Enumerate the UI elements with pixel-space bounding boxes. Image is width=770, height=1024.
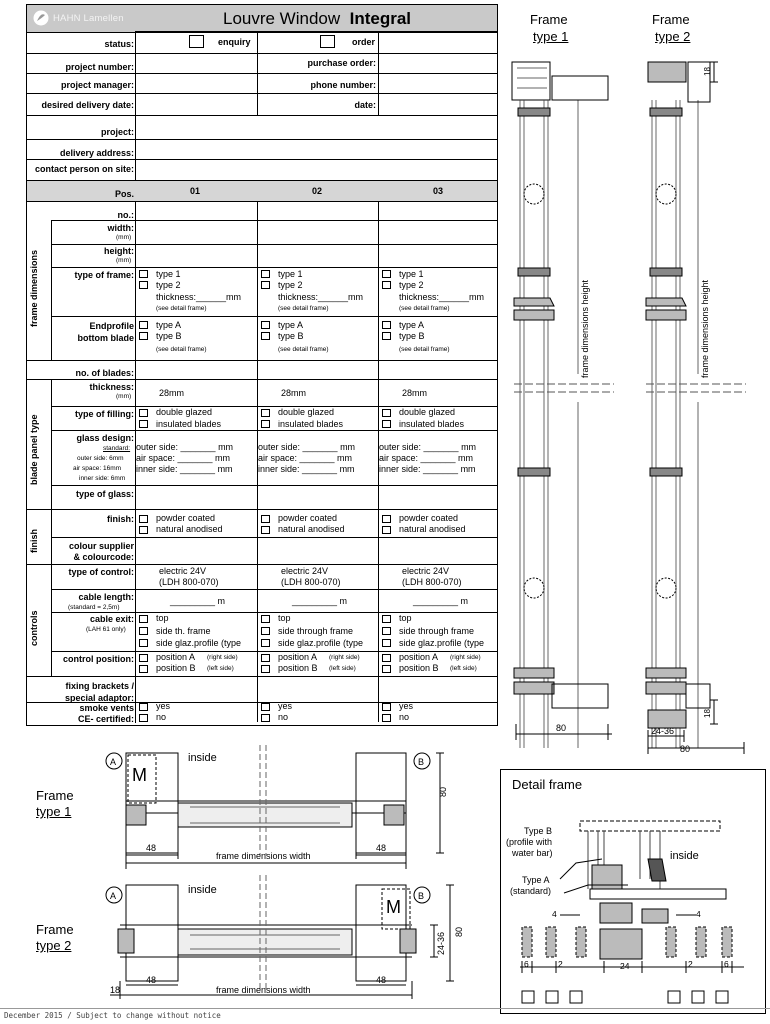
- bottom-frame1-title-b: type 1: [36, 804, 72, 819]
- col3-smoke-yes-checkbox[interactable]: [382, 703, 391, 711]
- col3-no-blades-field[interactable]: [379, 361, 497, 378]
- col2-position-b-label: position B: [278, 663, 318, 673]
- type-of-filling-label: type of filling:: [75, 409, 134, 419]
- detail-dim-6-right: 6: [724, 959, 729, 969]
- col3-endprofile-b-label: type B: [399, 331, 425, 341]
- detail-frame-title: Detail frame: [512, 777, 583, 792]
- detail-dim-2-right: 2: [688, 959, 693, 969]
- col3-smoke-no-label: no: [399, 712, 410, 722]
- col2-frame-type2-checkbox[interactable]: [261, 281, 270, 289]
- detail-dim-24: 24: [620, 961, 630, 971]
- col1-frame-see-detail: (see detail frame): [156, 305, 207, 312]
- col3-cable-top-checkbox[interactable]: [382, 615, 391, 623]
- grid-line: [27, 564, 497, 565]
- col1-endprofile-a-label: type A: [156, 320, 182, 330]
- colour-supplier-label: colour supplier: [68, 541, 134, 551]
- ce-certified-label: CE- certified:: [77, 714, 134, 724]
- col1-endprofile-a-checkbox[interactable]: [139, 321, 148, 329]
- order-checkbox[interactable]: [320, 35, 335, 48]
- motor-m-type2: M: [386, 897, 401, 917]
- col2-endprofile-a-checkbox[interactable]: [261, 321, 270, 329]
- col2-smoke-yes-checkbox[interactable]: [261, 703, 270, 711]
- col2-control-ldh: (LDH 800-070): [281, 577, 341, 587]
- frame2-2436: 24-36: [651, 726, 675, 736]
- col2-powder-coated-label: powder coated: [278, 513, 338, 523]
- contact-person-field[interactable]: [136, 160, 497, 178]
- col1-double-glazed-label: double glazed: [156, 407, 213, 417]
- bottom-frame2-title-a: Frame: [36, 922, 74, 937]
- col2-endprofile-b-label: type B: [278, 331, 304, 341]
- blade-panel-section: blade panel type: [29, 414, 39, 485]
- col1-frame-type2-checkbox[interactable]: [139, 281, 148, 289]
- col1-smoke-no-checkbox[interactable]: [139, 714, 148, 722]
- col2-outer-side-field[interactable]: outer side: _______ mm: [258, 442, 356, 452]
- detail-frame-drawing: [500, 769, 766, 1014]
- col2-cable-side-frame-label: side through frame: [278, 626, 354, 636]
- col3-smoke-yes-label: yes: [399, 701, 414, 711]
- brand-logo: [27, 5, 138, 33]
- col3-powder-coated-label: powder coated: [399, 513, 459, 523]
- pos-label: Pos.: [114, 189, 134, 199]
- fdh-label-1: frame dimensions height: [580, 279, 590, 378]
- finish-section: finish: [29, 529, 39, 553]
- date-field[interactable]: [378, 94, 497, 114]
- col1-inner-side-field[interactable]: inner side: _______ mm: [136, 464, 233, 474]
- frame2-title-a: Frame: [652, 12, 690, 27]
- col1-endprofile-b-checkbox[interactable]: [139, 332, 148, 340]
- dim-80-type2: 80: [454, 926, 464, 937]
- bottom-frame1-title-a: Frame: [36, 788, 74, 803]
- col2-frame-type1-label: type 1: [278, 269, 303, 279]
- dim-18-type2: 18: [110, 985, 121, 995]
- leaf-logo-icon: [33, 10, 49, 26]
- col3-frame-type2-label: type 2: [399, 280, 424, 290]
- page-title: Louvre Window Integral: [137, 5, 497, 33]
- col1-cable-length-field[interactable]: _________ m: [170, 596, 226, 606]
- col3-fixing-brackets-field[interactable]: [379, 677, 497, 701]
- col2-cable-length-field[interactable]: _________ m: [292, 596, 348, 606]
- no-label: no.:: [117, 210, 134, 220]
- horizontal-section-drawing: [100, 745, 480, 1000]
- col2-cable-top-label: top: [278, 613, 291, 623]
- col1-position-b-side: (left side): [207, 665, 234, 672]
- delivery-address-label: delivery address:: [59, 148, 134, 158]
- col-01-header: 01: [190, 186, 201, 196]
- grid-line: [27, 115, 497, 116]
- col1-position-a-side: (right side): [207, 654, 238, 661]
- col3-height-field[interactable]: [379, 245, 497, 266]
- fixing-brackets-label: fixing brackets /: [65, 681, 134, 691]
- grid-line: [136, 31, 497, 32]
- col1-cable-side-glaz-label: side glaz.profile (type: [156, 638, 242, 648]
- col3-double-glazed-checkbox[interactable]: [382, 409, 391, 417]
- col3-air-space-field[interactable]: air space: _______ mm: [379, 453, 474, 463]
- thickness-unit: (mm): [116, 393, 132, 400]
- col3-colour-code-field[interactable]: [379, 538, 497, 563]
- col1-endprofile-b-label: type B: [156, 331, 182, 341]
- frame2-top-18: 18: [703, 67, 712, 76]
- col1-cable-side-frame-label: side th. frame: [156, 626, 211, 636]
- project-label: project:: [100, 127, 134, 137]
- col1-powder-coated-label: powder coated: [156, 513, 216, 523]
- order-label: order: [352, 37, 376, 47]
- col2-cable-side-glaz-label: side glaz.profile (type: [278, 638, 364, 648]
- grid-line: [27, 201, 497, 202]
- no-of-blades-label: no. of blades:: [75, 368, 134, 378]
- dim-48-right-2: 48: [376, 975, 387, 985]
- enquiry-checkbox[interactable]: [189, 35, 204, 48]
- col1-type-of-glass-field[interactable]: [136, 486, 254, 508]
- col2-endprofile-a-label: type A: [278, 320, 304, 330]
- project-number-field[interactable]: [136, 54, 256, 72]
- col1-double-glazed-checkbox[interactable]: [139, 409, 148, 417]
- point-b-type1: B: [418, 757, 425, 767]
- grid-line: [51, 430, 497, 431]
- col1-fixing-brackets-field[interactable]: [136, 677, 254, 701]
- project-field[interactable]: [136, 118, 497, 138]
- detail-dim-2-left: 2: [558, 959, 563, 969]
- type-a-note: (standard): [510, 886, 552, 896]
- contact-person-label: contact person on site:: [34, 164, 134, 174]
- col1-thickness-value: 28mm: [159, 388, 185, 398]
- col3-outer-side-field[interactable]: outer side: _______ mm: [379, 442, 477, 452]
- grid-line: [257, 31, 258, 53]
- col3-position-a-side: (right side): [450, 654, 481, 661]
- frame1-title-b: type 1: [533, 29, 569, 44]
- dim-48-left-2: 48: [146, 975, 157, 985]
- colourcode-label: & colourcode:: [73, 552, 134, 562]
- col3-smoke-no-checkbox[interactable]: [382, 714, 391, 722]
- col2-natural-anodised-label: natural anodised: [278, 524, 345, 534]
- col1-cable-side-frame-checkbox[interactable]: [139, 627, 148, 635]
- frame2-title-b: type 2: [655, 29, 691, 44]
- cable-standard-note: (standard = 2,5m): [68, 604, 120, 611]
- project-manager-field[interactable]: [136, 74, 256, 92]
- col1-position-b-checkbox[interactable]: [139, 665, 148, 673]
- col3-endprofile-see-detail: (see detail frame): [399, 346, 450, 353]
- type-of-glass-label: type of glass:: [75, 489, 134, 499]
- col2-cable-side-glaz-checkbox[interactable]: [261, 639, 270, 647]
- project-manager-label: project manager:: [60, 80, 134, 90]
- col3-cable-top-label: top: [399, 613, 412, 623]
- cable-length-label: cable length:: [78, 592, 134, 602]
- col1-cable-side-glaz-checkbox[interactable]: [139, 639, 148, 647]
- col1-control-ldh: (LDH 800-070): [159, 577, 219, 587]
- col3-position-a-checkbox[interactable]: [382, 654, 391, 662]
- col3-endprofile-a-checkbox[interactable]: [382, 321, 391, 329]
- grid-line: [378, 31, 379, 53]
- smoke-vents-label: smoke vents: [79, 703, 134, 713]
- col2-natural-anodised-checkbox[interactable]: [261, 526, 270, 534]
- col-03-header: 03: [433, 186, 444, 196]
- col2-position-a-label: position A: [278, 652, 318, 662]
- col3-cable-side-glaz-label: side glaz.profile (type: [399, 638, 485, 648]
- point-a-type1: A: [110, 757, 117, 767]
- col3-endprofile-b-checkbox[interactable]: [382, 332, 391, 340]
- col2-smoke-no-checkbox[interactable]: [261, 714, 270, 722]
- col-02-header: 02: [312, 186, 323, 196]
- control-position-label: control position:: [63, 654, 134, 664]
- glass-std-outer: outer side: 6mm: [77, 455, 124, 462]
- brand-name: HAHN Lamellen: [53, 13, 124, 24]
- col3-frame-type1-checkbox[interactable]: [382, 270, 391, 278]
- phone-number-label: phone number:: [310, 80, 376, 90]
- frame-section-drawing: [500, 48, 768, 760]
- col3-type-of-glass-field[interactable]: [379, 486, 497, 508]
- fdw-label-2: frame dimensions width: [216, 985, 311, 995]
- width-label: width:: [107, 223, 134, 233]
- glass-std-air: air space: 16mm: [73, 465, 122, 472]
- col3-cable-side-frame-label: side through frame: [399, 626, 475, 636]
- col3-width-field[interactable]: [379, 221, 497, 243]
- col1-cable-top-label: top: [156, 613, 169, 623]
- col2-double-glazed-checkbox[interactable]: [261, 409, 270, 417]
- col1-frame-type2-label: type 2: [156, 280, 181, 290]
- status-label: status:: [104, 39, 134, 49]
- col1-insulated-blades-label: insulated blades: [156, 419, 222, 429]
- col2-control-electric: electric 24V: [281, 566, 329, 576]
- col2-type-of-glass-field[interactable]: [258, 486, 376, 508]
- detail-dim-4-right: 4: [696, 909, 701, 919]
- col1-control-electric: electric 24V: [159, 566, 207, 576]
- col3-cable-side-glaz-checkbox[interactable]: [382, 639, 391, 647]
- col1-smoke-yes-label: yes: [156, 701, 171, 711]
- col3-frame-thickness-field[interactable]: thickness:______mm: [399, 292, 485, 302]
- height-unit: (mm): [116, 257, 132, 264]
- lah-note: (LAH 61 only): [86, 626, 126, 633]
- col1-position-a-checkbox[interactable]: [139, 654, 148, 662]
- grid-line: [27, 379, 497, 380]
- col2-thickness-value: 28mm: [281, 388, 307, 398]
- purchase-order-label: purchase order:: [307, 58, 376, 68]
- col2-fixing-brackets-field[interactable]: [258, 677, 376, 701]
- col3-powder-coated-checkbox[interactable]: [382, 515, 391, 523]
- frame2-width-80: 80: [680, 744, 691, 754]
- col3-position-a-label: position A: [399, 652, 439, 662]
- col2-inner-side-field[interactable]: inner side: _______ mm: [258, 464, 355, 474]
- type-b-label: Type B: [524, 826, 553, 836]
- col1-width-field[interactable]: [136, 221, 254, 243]
- frame2-bottom-18: 18: [703, 709, 712, 718]
- col3-double-glazed-label: double glazed: [399, 407, 456, 417]
- col1-insulated-blades-checkbox[interactable]: [139, 420, 148, 428]
- col1-position-b-label: position B: [156, 663, 196, 673]
- col2-double-glazed-label: double glazed: [278, 407, 335, 417]
- col2-cable-top-checkbox[interactable]: [261, 615, 270, 623]
- bottom-frame2-title-b: type 2: [36, 938, 72, 953]
- col2-frame-thickness-field[interactable]: thickness:______mm: [278, 292, 364, 302]
- cable-exit-label: cable exit:: [89, 614, 134, 624]
- col2-no-blades-field[interactable]: [258, 361, 376, 378]
- col1-frame-type1-label: type 1: [156, 269, 181, 279]
- col3-insulated-blades-label: insulated blades: [399, 419, 465, 429]
- dim-80-type1: 80: [438, 786, 448, 797]
- footer-divider: [0, 1008, 770, 1009]
- col2-insulated-blades-label: insulated blades: [278, 419, 344, 429]
- col1-natural-anodised-label: natural anodised: [156, 524, 223, 534]
- desired-delivery-label: desired delivery date:: [41, 100, 134, 110]
- col2-smoke-no-label: no: [278, 712, 289, 722]
- height-label: height:: [104, 246, 134, 256]
- col3-cable-length-field[interactable]: _________ m: [413, 596, 469, 606]
- col1-no-blades-field[interactable]: [136, 361, 254, 378]
- bottom-blade-label: bottom blade: [77, 333, 134, 343]
- dim-48-left-1: 48: [146, 843, 157, 853]
- point-b-type2: B: [418, 891, 425, 901]
- col3-endprofile-a-label: type A: [399, 320, 425, 330]
- desired-delivery-field[interactable]: [136, 94, 256, 114]
- grid-line: [51, 612, 497, 613]
- type-b-note-1: (profile with: [506, 837, 553, 847]
- col1-colour-code-field[interactable]: [136, 538, 254, 563]
- type-of-control-label: type of control:: [68, 567, 134, 577]
- col2-colour-code-field[interactable]: [258, 538, 376, 563]
- type-a-label: Type A: [522, 875, 550, 885]
- detail-dim-4-left: 4: [552, 909, 557, 919]
- col2-powder-coated-checkbox[interactable]: [261, 515, 270, 523]
- frame1-width-80: 80: [556, 723, 567, 733]
- col1-outer-side-field[interactable]: outer side: _______ mm: [136, 442, 234, 452]
- purchase-order-field[interactable]: [378, 54, 497, 72]
- col2-endprofile-see-detail: (see detail frame): [278, 346, 329, 353]
- col1-position-a-label: position A: [156, 652, 196, 662]
- col3-position-b-checkbox[interactable]: [382, 665, 391, 673]
- col2-endprofile-b-checkbox[interactable]: [261, 332, 270, 340]
- glass-standard-label: standard:: [103, 445, 131, 452]
- glass-design-label: glass design:: [76, 433, 134, 443]
- col2-width-field[interactable]: [258, 221, 376, 243]
- grid-line: [51, 267, 497, 268]
- col1-cable-top-checkbox[interactable]: [139, 615, 148, 623]
- col3-frame-type1-label: type 1: [399, 269, 424, 279]
- col2-frame-type2-label: type 2: [278, 280, 303, 290]
- phone-number-field[interactable]: [378, 74, 497, 92]
- col3-insulated-blades-checkbox[interactable]: [382, 420, 391, 428]
- col2-position-b-side: (left side): [329, 665, 356, 672]
- col3-frame-type2-checkbox[interactable]: [382, 281, 391, 289]
- col3-thickness-value: 28mm: [402, 388, 428, 398]
- width-unit: (mm): [116, 234, 132, 241]
- date-label: date:: [354, 100, 376, 110]
- col3-cable-side-frame-checkbox[interactable]: [382, 627, 391, 635]
- col1-natural-anodised-checkbox[interactable]: [139, 526, 148, 534]
- detail-dim-6-left: 6: [524, 959, 529, 969]
- inside-label-type1: inside: [188, 752, 217, 764]
- col1-powder-coated-checkbox[interactable]: [139, 515, 148, 523]
- col1-smoke-no-label: no: [156, 712, 167, 722]
- col1-frame-thickness-field[interactable]: thickness:______mm: [156, 292, 242, 302]
- endprofile-label: Endprofile: [89, 321, 134, 331]
- grid-line: [51, 589, 497, 590]
- col3-inner-side-field[interactable]: inner side: _______ mm: [379, 464, 476, 474]
- col3-position-b-label: position B: [399, 663, 439, 673]
- col2-cable-side-frame-checkbox[interactable]: [261, 627, 270, 635]
- col1-endprofile-see-detail: (see detail frame): [156, 346, 207, 353]
- col2-frame-type1-checkbox[interactable]: [261, 270, 270, 278]
- col1-height-field[interactable]: [136, 245, 254, 266]
- frame1-title-a: Frame: [530, 12, 568, 27]
- col2-air-space-field[interactable]: air space: _______ mm: [258, 453, 353, 463]
- col3-control-ldh: (LDH 800-070): [402, 577, 462, 587]
- frame-dimensions-section: frame dimensions: [29, 249, 39, 327]
- project-number-label: project number:: [65, 62, 134, 72]
- finish-label: finish:: [107, 514, 134, 524]
- thickness-label: thickness:: [89, 382, 134, 392]
- type-of-frame-label: type of frame:: [74, 270, 134, 280]
- col3-frame-see-detail: (see detail frame): [399, 305, 450, 312]
- glass-std-inner: inner side: 6mm: [79, 475, 126, 482]
- col3-natural-anodised-checkbox[interactable]: [382, 526, 391, 534]
- col3-position-b-side: (left side): [450, 665, 477, 672]
- dim-2436-type2: 24-36: [436, 931, 446, 955]
- col1-smoke-yes-checkbox[interactable]: [139, 703, 148, 711]
- delivery-address-field[interactable]: [136, 140, 497, 158]
- col1-air-space-field[interactable]: air space: _______ mm: [136, 453, 231, 463]
- col2-smoke-yes-label: yes: [278, 701, 293, 711]
- col2-insulated-blades-checkbox[interactable]: [261, 420, 270, 428]
- col3-natural-anodised-label: natural anodised: [399, 524, 466, 534]
- type-b-note-2: water bar): [512, 848, 553, 858]
- enquiry-label: enquiry: [218, 37, 251, 47]
- col3-control-electric: electric 24V: [402, 566, 450, 576]
- col2-frame-see-detail: (see detail frame): [278, 305, 329, 312]
- col2-position-b-checkbox[interactable]: [261, 665, 270, 673]
- inside-label-type2: inside: [188, 884, 217, 896]
- special-adaptor-label: special adaptor:: [64, 693, 134, 703]
- dim-48-right-1: 48: [376, 843, 387, 853]
- col2-position-a-side: (right side): [329, 654, 360, 661]
- fdh-label-2: frame dimensions height: [700, 279, 710, 378]
- motor-m-type1: M: [132, 765, 147, 785]
- controls-section: controls: [29, 610, 39, 646]
- col1-frame-type1-checkbox[interactable]: [139, 270, 148, 278]
- fdw-label-1: frame dimensions width: [216, 851, 311, 861]
- point-a-type2: A: [110, 891, 117, 901]
- grid-line: [51, 316, 497, 317]
- grid-line: [27, 509, 497, 510]
- footer-note: December 2015 / Subject to change without notice: [4, 1011, 221, 1020]
- col2-height-field[interactable]: [258, 245, 376, 266]
- detail-inside-label: inside: [670, 850, 699, 862]
- col2-position-a-checkbox[interactable]: [261, 654, 270, 662]
